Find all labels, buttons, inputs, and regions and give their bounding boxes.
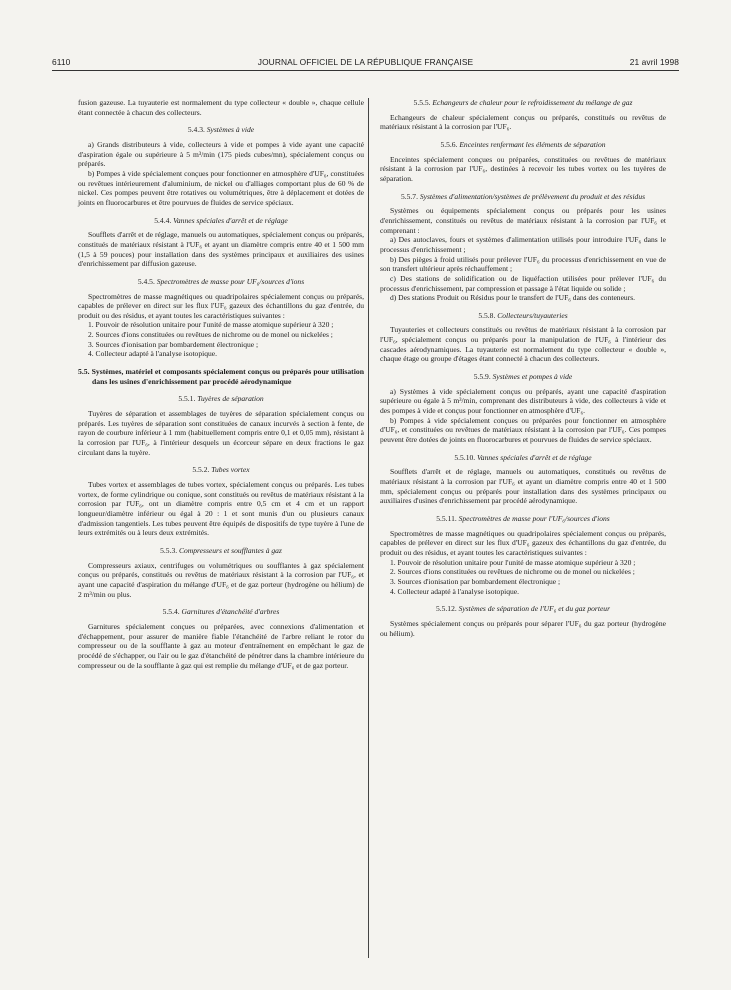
section-number: 5.5.12. bbox=[435, 604, 457, 614]
paragraph: Systèmes ou équipements spécialement conçus ou préparés pour les usines d'enrichissement, constitués ou revêtus de matériaux résistant à la corrosion par l'UF₆ et comprenant : bbox=[380, 206, 666, 235]
section-heading-5-4-4 bbox=[78, 216, 364, 226]
section-heading-5-4-3 bbox=[78, 125, 364, 135]
section-title: Systèmes de séparation de l'UF₆ et du gaz porteur bbox=[458, 604, 611, 614]
journal-title: JOURNAL OFFICIEL DE LA RÉPUBLIQUE FRANÇAISE bbox=[257, 57, 474, 67]
section-heading-5-5-11 bbox=[380, 514, 666, 524]
section-number: 5.5.9. bbox=[473, 372, 491, 382]
section-heading-5-5-7 bbox=[380, 192, 666, 202]
intro-paragraph: fusion gazeuse. La tuyauterie est normalement du type collecteur « double », chaque cellule étant connectée à chacun des collecteurs. bbox=[78, 98, 364, 117]
paragraph: b) Pompes à vide spécialement conçues pour fonctionner en atmosphère d'UF₆, constituées ou revêtues intérieurement d'aluminium, de nickel ou d'alliages comportant plus de 60 % de nickel. Ces pompes peuvent être rotatives ou volumétriques, être à déplacement et dotées de joints en fluorocarbures et être pourvues de fluides de service spéciaux. bbox=[78, 168, 364, 207]
list-item: 1. Pouvoir de résolution unitaire pour l'unité de masse atomique supérieur à 320 ; bbox=[88, 320, 334, 330]
section-title: Systèmes et pompes à vide bbox=[492, 372, 573, 382]
paragraph: a) Des autoclaves, fours et systèmes d'alimentation utilisés pour introduire l'UF₆ dans le processus d'enrichissement ; bbox=[380, 235, 666, 254]
paragraph: Spectromètres de masse magnétiques ou quadripolaires spécialement conçus ou préparés, capables de prélever en direct sur les flux d'UF₆ gazeux des échantillons du gaz d'entrée, du produit ou des résidus, et ayant toutes les caractéristiques suivantes : bbox=[380, 528, 666, 557]
section-title: Compresseurs et soufflantes à gaz bbox=[179, 545, 282, 555]
paragraph: d) Des stations Produit ou Résidus pour le transfert de l'UF₆ dans des conteneurs. bbox=[390, 293, 636, 303]
section-title: Collecteurs/tuyauteries bbox=[497, 310, 568, 320]
paragraph: Spectromètres de masse magnétiques ou quadripolaires spécialement conçus ou préparés, capables de prélever en direct sur les flux l'UF₆ gazeux des échantillons du gaz d'entrée, du produit ou des résidus, et ayant toutes les caractéristiques suivantes : bbox=[78, 291, 364, 320]
list-item: 3. Sources d'ionisation par bombardement électronique ; bbox=[88, 339, 259, 349]
section-number: 5.4.3. bbox=[187, 125, 205, 135]
section-number: 5.5.4. bbox=[162, 607, 180, 617]
list-item: 1. Pouvoir de résolution unitaire pour l'unité de masse atomique supérieur à 320 ; bbox=[390, 557, 636, 567]
paragraph: b) Pompes à vide spécialement conçues ou préparées pour fonctionner en atmosphère d'UF₆, et constituées ou revêtues de matériaux résistant à la corrosion par l'UF₆. Ces pompes peuvent être dotées de joints en fluorocarbures et pourvues de fluides de service spéciaux. bbox=[380, 415, 666, 445]
section-title: Tubes vortex bbox=[211, 465, 250, 475]
section-title: Vannes spéciales d'arrêt et de réglage bbox=[477, 452, 592, 462]
paragraph: Enceintes spécialement conçues ou préparées, constituées ou revêtues de matériaux résistant à la corrosion par l'UF₆, destinées à recevoir les tubes vortex ou les tuyères de séparation. bbox=[380, 154, 666, 183]
header-rule bbox=[52, 70, 679, 71]
paragraph: Soufflets d'arrêt et de réglage, manuels ou automatiques, spécialement conçus ou préparés, constitués de matériaux résistant à l'UF₆ et ayant un diamètre compris entre 40 et 1 500 mm (1,5 à 59 pouces) pour installation dans des systèmes principaux et auxiliaires des usines d'enrichissement par diffusion gazeuse. bbox=[78, 230, 364, 269]
paragraph: Tuyauteries et collecteurs constitués ou revêtus de matériaux résistant à la corrosion par l'UF₆, spécialement conçus ou préparés pour la manipulation de l'UF₆ à l'intérieur des cascades aérodynamiques. La tuyauterie est normalement du type collecteur « double », chaque étage ou groupe d'étages étant connecté à chacun des collecteurs. bbox=[380, 325, 666, 364]
publication-date: 21 avril 1998 bbox=[629, 57, 679, 67]
list-item: 4. Collecteur adapté à l'analyse isotopique. bbox=[88, 349, 217, 359]
paragraph: c) Des stations de solidification ou de liquéfaction utilisées pour prélever l'UF₆ du processus d'enrichissement, par compression et passage à l'état liquide ou solide ; bbox=[380, 273, 666, 293]
section-number: 5.5.11. bbox=[436, 513, 457, 523]
section-heading-5-5-2 bbox=[78, 465, 364, 475]
section-number: 5.5.10. bbox=[454, 452, 476, 462]
list-item: 4. Collecteur adapté à l'analyse isotopique. bbox=[390, 586, 519, 596]
paragraph: Garnitures spécialement conçues ou préparées, avec connexions d'alimentation et d'échappement, pour assurer de manière fiable l'étanchéité de l'arbre reliant le rotor du compresseur ou de la soufflante à gaz au moteur d'entraînement en empêchant le gaz de procédé de s'échapper, ou l'air ou le gaz d'étanchéité de pénétrer dans la chambre intérieure du compresseur ou de la soufflante à gaz qui est remplie du mélange d'UF₆ et de gaz porteur. bbox=[78, 621, 364, 670]
chapter-heading-5-5: 5.5. Systèmes, matériel et composants spécialement conçus ou préparés pour utilisation dans les usines d'enrichissement par procédé aérodynamique bbox=[78, 367, 364, 386]
section-title: Tuyères de séparation bbox=[197, 394, 264, 404]
section-heading-5-5-9 bbox=[380, 372, 666, 382]
column-divider bbox=[368, 98, 369, 958]
section-title: Echangeurs de chaleur pour le refroidissement du mélange de gaz bbox=[432, 98, 633, 107]
section-title: Enceintes renfermant les éléments de séparation bbox=[459, 139, 606, 149]
paragraph: a) Systèmes à vide spécialement conçus ou préparés, ayant une capacité d'aspiration supérieure ou égale à 5 m³/min, comprenant des distributeurs à vide, des collecteurs à vide et des pompes à vide et conçus pour fonctionner en atmosphère d'UF₆. bbox=[380, 386, 666, 416]
section-heading-5-5-6 bbox=[380, 140, 666, 150]
section-number: 5.4.4. bbox=[154, 215, 172, 225]
section-heading-5-4-5 bbox=[78, 277, 364, 287]
section-number: 5.5.3. bbox=[160, 545, 178, 555]
section-title: Garnitures d'étanchéité d'arbres bbox=[181, 607, 280, 617]
section-title: Systèmes d'alimentation/systèmes de prélèvement du produit et des résidus bbox=[419, 191, 646, 201]
paragraph: b) Des pièges à froid utilisés pour prélever l'UF₆ du processus d'enrichissement en vue de son transfert ultérieur après réchauffement ; bbox=[380, 254, 666, 274]
section-heading-5-5-5 bbox=[380, 98, 666, 108]
section-title: Systèmes à vide bbox=[206, 125, 255, 135]
section-number: 5.5.8. bbox=[478, 310, 496, 320]
paragraph: Systèmes spécialement conçus ou préparés pour séparer l'UF₆ du gaz porteur (hydrogène ou hélium). bbox=[380, 618, 666, 638]
right-column bbox=[380, 98, 666, 638]
list-item: 2. Sources d'ions constituées ou revêtues de nichrome ou de monel ou nickelées ; bbox=[88, 330, 333, 340]
section-title: Spectromètres de masse pour UF₆/sources d'ions bbox=[156, 276, 305, 286]
characteristics-list bbox=[78, 320, 364, 359]
section-heading-5-5-3 bbox=[78, 546, 364, 556]
paragraph: Echangeurs de chaleur spécialement conçus ou préparés, constitués ou revêtus de matériaux résistant à la corrosion par l'UF₆. bbox=[380, 112, 666, 132]
section-number: 5.5.2. bbox=[192, 465, 210, 475]
list-item: 2. Sources d'ions constituées ou revêtues de nichrome ou de monel ou nickelées ; bbox=[390, 567, 635, 577]
paragraph: Tubes vortex et assemblages de tubes vortex, spécialement conçus ou préparés. Les tubes vortex, de forme cylindrique ou conique, sont constitués ou revêtus de matériaux résistant à la corrosion par l'UF₆, ont un diamètre compris entre 0,5 cm et 4 cm et un rapport longueur/diamètre inférieur ou égal à 20 : 1 et sont munis d'un ou plusieurs canaux d'admission tangentiels. Les tubes peuvent être équipés de dispositifs de type tuyère à l'une de leurs extrémités ou à leurs deux extrémités. bbox=[78, 480, 364, 538]
paragraph: a) Grands distributeurs à vide, collecteurs à vide et pompes à vide ayant une capacité d'aspiration égale ou supérieure à 5 m³/min (175 pieds cubes/mn), spécialement conçus ou préparés. bbox=[78, 139, 364, 169]
paragraph: Tuyères de séparation et assemblages de tuyères de séparation spécialement conçus ou préparés. Les tuyères de séparation sont constituées de canaux incurvés à section à fente, de rayon de courbure inférieur à 1 mm (habituellement compris entre 0,1 et 0,05 mm), résistant à la corrosion par l'UF₆, à l'intérieur desquels un écorceur sépare en deux fractions le gaz circulant dans la tuyère. bbox=[78, 409, 364, 457]
section-number: 5.5.7. bbox=[400, 191, 418, 201]
section-heading-5-5-1 bbox=[78, 394, 364, 404]
section-number: 5.5.1. bbox=[178, 394, 196, 404]
section-heading-5-5-12 bbox=[380, 604, 666, 614]
section-heading-5-5-10 bbox=[380, 453, 666, 463]
left-column bbox=[78, 98, 364, 670]
section-title: Vannes spéciales d'arrêt et de réglage bbox=[173, 215, 288, 225]
section-number: 5.5.5. bbox=[413, 98, 431, 107]
section-title: Spectromètres de masse pour l'UF₆/sources d'ions bbox=[458, 513, 610, 523]
section-number: 5.5.6. bbox=[440, 139, 458, 149]
page-number: 6110 bbox=[52, 57, 71, 67]
list-item: 3. Sources d'ionisation par bombardement électronique ; bbox=[390, 576, 561, 586]
paragraph: Compresseurs axiaux, centrifuges ou volumétriques ou soufflantes à gaz spécialement conçus ou préparés, constitués ou revêtus de matériaux résistant à la corrosion par l'UF₆, et ayant une capacité d'aspiration du mélange d'UF₆ et de gaz porteur (hydrogène ou hélium) de 2 m³/min ou plus. bbox=[78, 560, 364, 599]
section-heading-5-5-8 bbox=[380, 311, 666, 321]
page-header bbox=[52, 57, 679, 71]
section-heading-5-5-4 bbox=[78, 607, 364, 617]
paragraph: Soufflets d'arrêt et de réglage, manuels ou automatiques, constitués ou revêtus de matériaux résistant à la corrosion par l'UF₆ et ayant un diamètre compris entre 40 et 1 500 mm, spécialement conçus ou préparés pour installation dans des systèmes principaux ou auxiliaires d'usines d'enrichissement par procédé aérodynamique. bbox=[380, 467, 666, 506]
section-number: 5.4.5. bbox=[137, 276, 155, 286]
characteristics-list bbox=[380, 558, 666, 597]
